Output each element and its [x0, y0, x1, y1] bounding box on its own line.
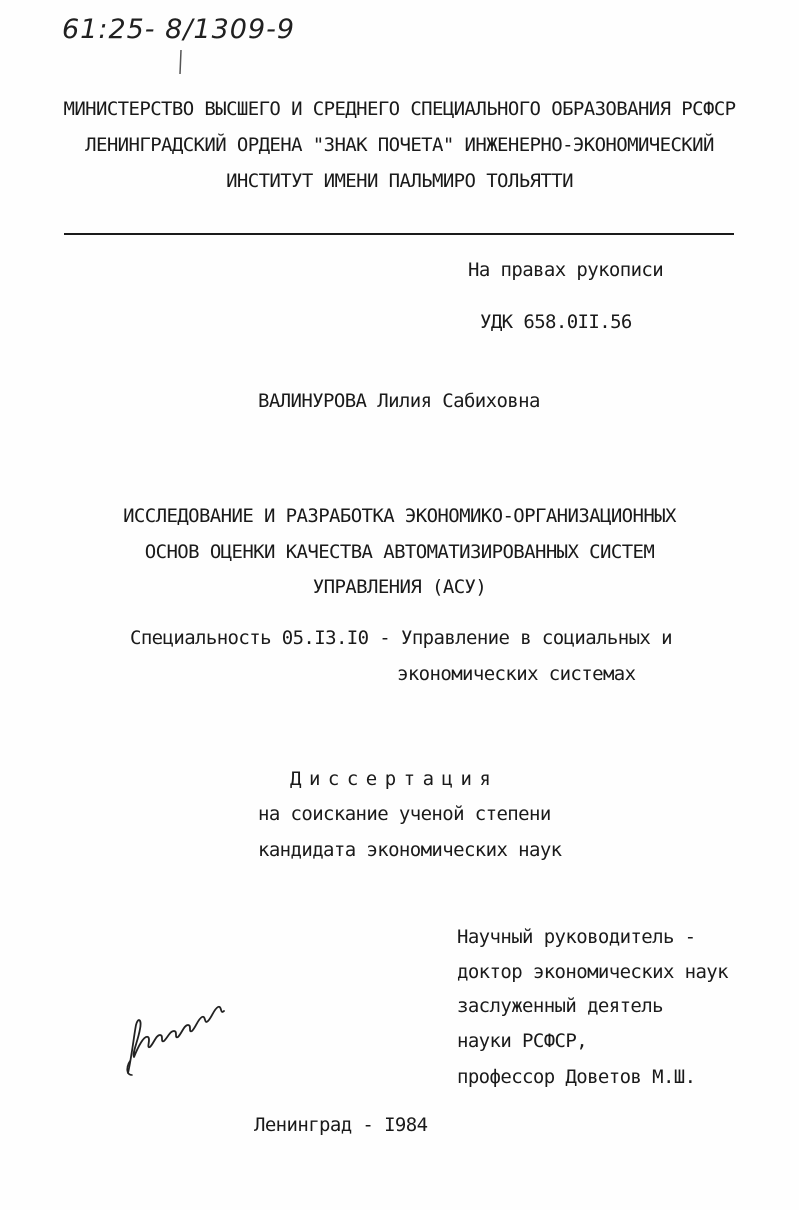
thesis-title-line-1: ИССЛЕДОВАНИЕ И РАЗРАБОТКА ЭКОНОМИКО-ОРГАНИЗАЦИОННЫХ	[123, 505, 676, 527]
city-year: Ленинград - I984	[254, 1114, 428, 1136]
handwritten-signature	[120, 995, 230, 1080]
degree-line-1: на соискание ученой степени	[258, 803, 551, 825]
manuscript-rights: На правах рукописи	[468, 259, 664, 281]
degree-line-2: кандидата экономических наук	[258, 839, 562, 861]
handwritten-mark	[176, 48, 186, 78]
udk-code: УДК 658.0II.56	[480, 311, 632, 333]
author-name: ВАЛИНУРОВА Лилия Сабиховна	[258, 390, 540, 412]
institute-name-line: ИНСТИТУТ ИМЕНИ ПАЛЬМИРО ТОЛЬЯТТИ	[226, 170, 573, 192]
thesis-title-line-3: УПРАВЛЕНИЯ (АСУ)	[312, 576, 487, 598]
handwritten-archive-number: 61:25- 8/1309-9	[62, 14, 296, 45]
specialty-line-1: Специальность 05.I3.I0 - Управление в социальных и	[130, 627, 672, 649]
supervisor-line-4: науки РСФСР,	[457, 1030, 588, 1052]
supervisor-line-3: заслуженный деятель	[457, 995, 663, 1017]
supervisor-line-5: профессор Доветов М.Ш.	[457, 1066, 696, 1088]
specialty-line-2: экономических системах	[397, 663, 636, 685]
thesis-title-line-2: ОСНОВ ОЦЕНКИ КАЧЕСТВА АВТОМАТИЗИРОВАННЫХ СИСТЕМ	[144, 541, 655, 563]
ministry-line: МИНИСТЕРСТВО ВЫСШЕГО И СРЕДНЕГО СПЕЦИАЛЬНОГО ОБРАЗОВАНИЯ РСФСР	[63, 98, 736, 120]
institute-line: ЛЕНИНГРАДСКИЙ ОРДЕНА "ЗНАК ПОЧЕТА" ИНЖЕНЕРНО-ЭКОНОМИЧЕСКИЙ	[85, 134, 714, 156]
supervisor-line-2: доктор экономических наук	[457, 961, 728, 983]
supervisor-line-1: Научный руководитель -	[457, 926, 696, 948]
dissertation-heading: Диссертация	[290, 768, 499, 790]
header-divider	[64, 233, 734, 235]
